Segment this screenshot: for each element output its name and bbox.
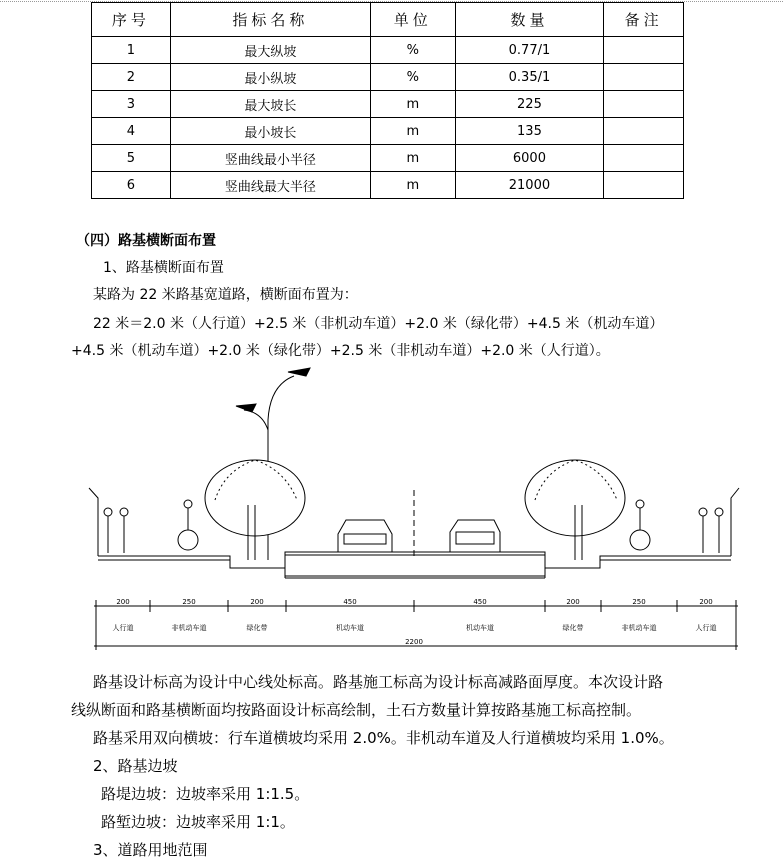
lane-label: 人行道 (695, 624, 717, 632)
tree-icon (205, 460, 305, 560)
pedestrian-icon (699, 508, 723, 553)
table-row (92, 37, 684, 64)
lane-label: 非机动车道 (171, 624, 207, 632)
dim-value: 450 (473, 598, 487, 606)
cell (604, 64, 684, 91)
tree-icon (525, 460, 625, 560)
dim-value: 450 (343, 598, 357, 606)
subheading-2: 2、路基边坡 (93, 757, 178, 775)
col-header: 数量 (455, 3, 604, 37)
cell: 21000 (455, 172, 604, 199)
cell: m (370, 145, 455, 172)
dim-value: 200 (116, 598, 130, 606)
cell (604, 91, 684, 118)
dim-value: 250 (632, 598, 646, 606)
fill-slope: 路堤边坡：边坡率采用 1:1.5。 (101, 785, 310, 803)
spec-table (91, 2, 684, 199)
col-header: 备注 (604, 3, 684, 37)
cell: 6 (92, 172, 171, 199)
cell: 4 (92, 118, 171, 145)
car-icon (338, 520, 392, 552)
table-header-row (92, 3, 684, 37)
table-row (92, 118, 684, 145)
cell (604, 145, 684, 172)
layout-intro: 某路为 22 米路基宽道路，横断面布置为： (93, 287, 358, 303)
lane-label: 绿化带 (246, 624, 268, 632)
lane-label: 绿化带 (562, 624, 584, 632)
lane-label: 非机动车道 (621, 624, 657, 632)
cell (604, 172, 684, 199)
cell: 1 (92, 37, 171, 64)
cell: 竖曲线最大半径 (170, 172, 370, 199)
cell: 竖曲线最小半径 (170, 145, 370, 172)
cell: 5 (92, 145, 171, 172)
cell: % (370, 64, 455, 91)
cell: 最小纵坡 (170, 64, 370, 91)
lane-label: 人行道 (112, 624, 134, 632)
cell: 0.77/1 (455, 37, 604, 64)
cell: 2 (92, 64, 171, 91)
section-heading: （四）路基横断面布置 (76, 233, 216, 249)
dim-value: 200 (566, 598, 580, 606)
col-header: 指标名称 (170, 3, 370, 37)
dim-value: 250 (182, 598, 196, 606)
cell (604, 118, 684, 145)
right-embankment (731, 488, 739, 556)
cell: 最大坡长 (170, 91, 370, 118)
cell: m (370, 118, 455, 145)
body-para-1b: 线纵断面和路基横断面均按路面设计标高绘制，土石方数量计算按路基施工标高控制。 (71, 701, 642, 719)
cell: 6000 (455, 145, 604, 172)
table-row (92, 91, 684, 118)
body-para-2: 路基采用双向横坡：行车道横坡均采用 2.0%。非机动车道及人行道横坡均采用 1.0%。 (93, 729, 674, 747)
cell: 最大纵坡 (170, 37, 370, 64)
dim-value: 200 (250, 598, 264, 606)
table-row (92, 64, 684, 91)
table-row (92, 172, 684, 199)
cell: 最小坡长 (170, 118, 370, 145)
cyclist-icon (630, 500, 650, 550)
cell: % (370, 37, 455, 64)
dim-value: 200 (699, 598, 713, 606)
cell: m (370, 172, 455, 199)
lane-label: 机动车道 (336, 624, 364, 632)
layout-formula-1: 22 米＝2.0 米（人行道）+2.5 米（非机动车道）+2.0 米（绿化带）+4.5 米（机动车道） (93, 316, 664, 332)
cross-section-drawing (0, 360, 783, 650)
cell (604, 37, 684, 64)
cut-slope: 路堑边坡：边坡率采用 1:1。 (101, 813, 295, 831)
subheading-1: 1、路基横断面布置 (103, 260, 224, 276)
cell: 0.35/1 (455, 64, 604, 91)
body-para-1a: 路基设计标高为设计中心线处标高。路基施工标高为设计标高减路面厚度。本次设计路 (93, 673, 664, 691)
cell: m (370, 91, 455, 118)
col-header: 单位 (370, 3, 455, 37)
cell: 3 (92, 91, 171, 118)
lane-label: 机动车道 (466, 624, 494, 632)
car-icon (450, 520, 500, 552)
cyclist-icon (178, 500, 198, 550)
layout-formula-2: +4.5 米（机动车道）+2.0 米（绿化带）+2.5 米（非机动车道）+2.0 米（人行道）。 (71, 343, 610, 359)
table-row (92, 145, 684, 172)
left-embankment (89, 488, 98, 556)
subheading-3: 3、道路用地范围 (93, 841, 208, 859)
cell: 225 (455, 91, 604, 118)
cell: 135 (455, 118, 604, 145)
col-header: 序号 (92, 3, 171, 37)
total-width: 2200 (405, 638, 423, 646)
pedestrian-icon (104, 508, 128, 553)
